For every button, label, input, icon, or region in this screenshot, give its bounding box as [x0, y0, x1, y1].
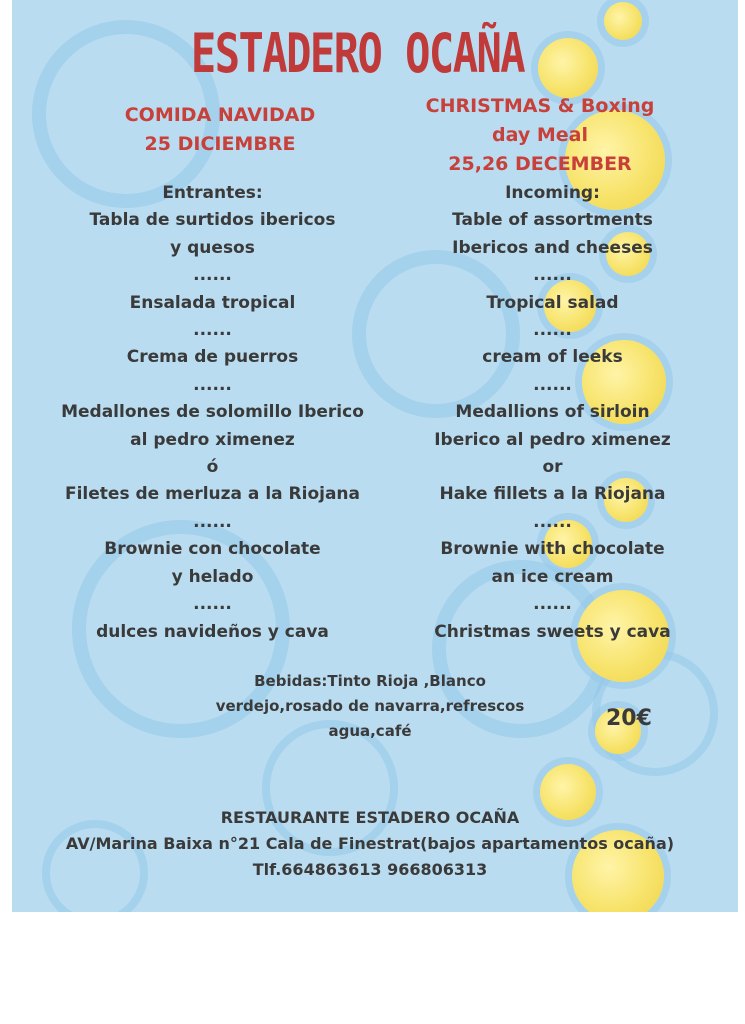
menu-line: ó [206, 457, 219, 478]
spanish-heading-line: COMIDA NAVIDAD [124, 104, 316, 126]
restaurant-footer [50, 805, 690, 883]
spanish-heading-line: 25 DICIEMBRE [144, 133, 296, 155]
menu-line: Tabla de surtidos ibericos [89, 210, 336, 231]
menu-line: dulces navideños y cava [96, 621, 329, 642]
menu-line: Table of assortments [452, 210, 653, 231]
spanish-menu [40, 180, 385, 646]
menu-line: Incoming: [505, 183, 600, 203]
menu-price: 20€ [606, 706, 652, 731]
menu-line: Ensalada tropical [129, 292, 296, 313]
menu-separator: ...... [193, 594, 232, 615]
menu-line: Christmas sweets y cava [434, 621, 671, 642]
menu-line: Brownie with chocolate [440, 539, 665, 560]
english-heading [380, 92, 700, 179]
restaurant-title: ESTADERO OCAÑA [190, 22, 525, 85]
menu-separator: ...... [533, 265, 572, 286]
drinks-line: agua,café [328, 722, 412, 740]
menu-line: Brownie con chocolate [104, 539, 321, 560]
menu-line: Medallions of sirloin [455, 402, 650, 423]
menu-line: Entrantes: [162, 183, 263, 203]
menu-separator: ...... [533, 320, 572, 341]
menu-separator: ...... [533, 511, 572, 532]
menu-line: or [542, 457, 563, 478]
menu-line: Iberico al pedro ximenez [434, 429, 671, 450]
menu-separator: ...... [193, 320, 232, 341]
english-heading-line: day Meal [492, 124, 588, 146]
menu-line: Tropical salad [486, 292, 619, 313]
menu-line: Filetes de merluza a la Riojana [64, 484, 361, 505]
menu-line: Hake fillets a la Riojana [439, 484, 666, 505]
menu-separator: ...... [193, 374, 232, 395]
menu-line: cream of leeks [482, 347, 623, 368]
drinks-section [180, 669, 560, 744]
restaurant-phone: Tlf.664863613 966806313 [252, 860, 488, 879]
menu-separator: ...... [193, 265, 232, 286]
menu-separator: ...... [533, 594, 572, 615]
menu-line: Medallones de solomillo Iberico [61, 402, 364, 423]
menu-line: y quesos [170, 237, 255, 258]
english-menu [385, 180, 720, 646]
restaurant-name: RESTAURANTE ESTADERO OCAÑA [220, 808, 520, 827]
english-heading-line: 25,26 DECEMBER [448, 153, 632, 175]
menu-separator: ...... [193, 511, 232, 532]
drinks-line: Bebidas:Tinto Rioja ,Blanco [254, 672, 486, 690]
restaurant-address: AV/Marina Baixa n°21 Cala de Finestrat(bajos apartamentos ocaña) [65, 834, 675, 853]
menu-separator: ...... [533, 374, 572, 395]
menu-line: y helado [171, 566, 254, 587]
menu-line: an ice cream [491, 566, 614, 587]
menu-line: Ibericos and cheeses [452, 237, 653, 258]
spanish-heading [60, 101, 380, 159]
menu-line: Crema de puerros [126, 347, 299, 368]
english-heading-line: CHRISTMAS & Boxing [425, 95, 655, 117]
drinks-line: verdejo,rosado de navarra,refrescos [215, 697, 525, 715]
menu-line: al pedro ximenez [130, 429, 295, 450]
